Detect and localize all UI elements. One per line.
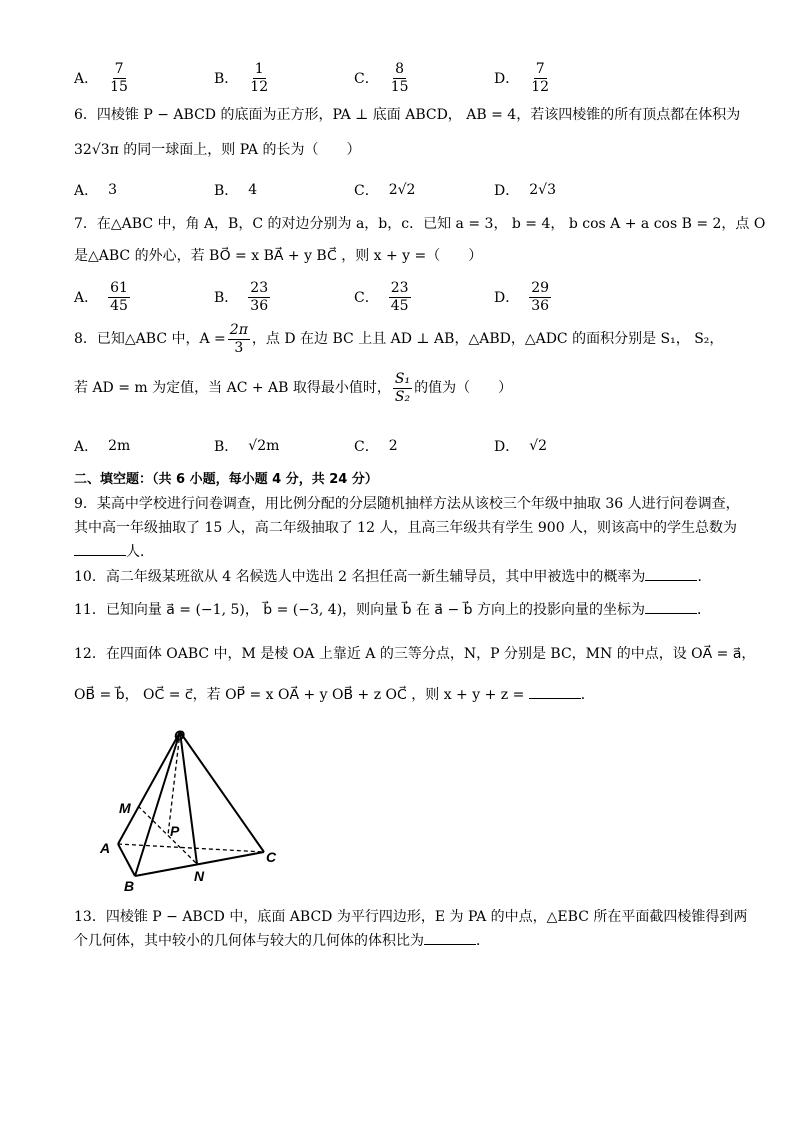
q6-option-c: C． 2√2: [354, 182, 416, 199]
q7-options: [74, 277, 724, 317]
label-p: P: [170, 823, 180, 839]
fraction: $\frac{8}{15}$: [390, 60, 409, 95]
q8-options: [74, 426, 724, 466]
edge-ob: [135, 732, 180, 876]
fraction: $\frac{29}{36}$: [531, 279, 550, 314]
answer-blank: [74, 541, 126, 556]
q13-line1: 13．四棱锥 P − ABCD 中，底面 ABCD 为平行四边形，E 为 PA 的中点，△EBC 所在平面截四棱锥得到两: [74, 909, 748, 925]
q8-option-d: D． √2: [494, 438, 548, 455]
answer-blank: [645, 566, 697, 581]
q7-option-a: A． $\frac{61}{45}$: [74, 279, 128, 314]
label-a: A: [100, 840, 111, 856]
q9-line3: 人．: [74, 541, 154, 562]
q9-line2: 其中高一年级抽取了 15 人，高二年级抽取了 12 人，且高三年级共有学生 900 人，则该高中的学生总数为: [74, 520, 738, 536]
q12-line1: 12．在四面体 OABC 中，M 是棱 OA 上靠近 A 的三等分点，N，P 分别是 BC，MN 的中点，设 OA⃗ = a⃗，: [74, 646, 756, 662]
fraction: $\frac{23}{45}$: [390, 279, 409, 314]
label-o: O: [174, 727, 185, 743]
edge-ac-hidden: [118, 844, 264, 852]
edge-ab: [118, 844, 135, 876]
answer-blank: [529, 684, 581, 699]
label-n: N: [194, 868, 205, 884]
q7-line1: 7．在△ABC 中，角 A，B，C 的对边分别为 a，b，c．已知 a = 3， b = 4， b cos A + a cos B = 2，点 O: [74, 216, 766, 232]
fraction: $\frac{2\pi}{3}$: [229, 321, 248, 356]
q5-options: [74, 58, 724, 98]
q8-line2: 若 AD = m 为定值，当 AC + AB 取得最小值时， $\frac{\text{S₁}}{\text{S₂}}$ 的值为（ ）: [74, 370, 513, 405]
fraction: $\frac{\text{S₁}}{\text{S₂}}$: [394, 370, 411, 405]
tetrahedron-figure: [90, 718, 300, 898]
q5-option-a: A． $\frac{7}{15}$: [74, 60, 128, 95]
q6-option-b: B． 4: [214, 182, 258, 199]
q11-line: 11．已知向量 a⃗ = (−1, 5)， b⃗ = (−3, 4)，则向量 b⃗ 在 a⃗ − b⃗ 方向上的投影向量的坐标为 ．: [74, 599, 711, 620]
q6-option-a: A． 3: [74, 182, 118, 199]
label-b: B: [124, 878, 135, 894]
fraction: $\frac{23}{36}$: [250, 279, 269, 314]
q8-line1: 8．已知△ABC 中，A = $\frac{2\pi}{3}$ ，点 D 在边 BC 上且 AD ⊥ AB，△ABD，△ADC 的面积分别是 S₁， S₂，: [74, 321, 724, 356]
answer-blank: [645, 599, 697, 614]
q5-option-d: D． $\frac{7}{12}$: [494, 60, 550, 95]
q7-line2: 是△ABC 的外心，若 BO⃗ = x BA⃗ + y BC⃗ ，则 x + y =（ ）: [74, 248, 483, 264]
q6-line1: 6．四棱锥 P − ABCD 的底面为正方形，PA ⊥ 底面 ABCD， AB = 4，若该四棱锥的所有顶点都在体积为: [74, 107, 741, 123]
q7-option-b: B． $\frac{23}{36}$: [214, 279, 269, 314]
section-heading: 二、填空题：（共 6 小题，每小题 4 分，共 24 分）: [74, 472, 378, 487]
q6-options: [74, 170, 724, 210]
q8-option-b: B． √2m: [214, 438, 280, 455]
q10-line: 10．高二年级某班欲从 4 名候选人中选出 2 名担任高一新生辅导员，其中甲被选中的概率为 ．: [74, 566, 711, 587]
q8-option-a: A． 2m: [74, 438, 131, 455]
label-c: C: [266, 849, 277, 865]
q8-option-c: C． 2: [354, 438, 398, 455]
answer-blank: [424, 930, 476, 945]
segment-op: [168, 732, 180, 835]
q7-option-d: D． $\frac{29}{36}$: [494, 279, 550, 314]
q6-option-d: D． 2√3: [494, 182, 556, 199]
fraction: $\frac{7}{12}$: [531, 60, 550, 95]
fraction: $\frac{61}{45}$: [110, 279, 128, 314]
q13-line2: 个几何体，其中较小的几何体与较大的几何体的体积比为 ．: [74, 930, 490, 951]
q6-line2: 32√3π 的同一球面上，则 PA 的长为（ ）: [74, 142, 361, 158]
q9-line1: 9．某高中学校进行问卷调查，用比例分配的分层随机抽样方法从该校三个年级中抽取 36 人进行问卷调查，: [74, 496, 740, 512]
label-m: M: [119, 800, 131, 816]
q5-option-b: B． $\frac{1}{12}$: [214, 60, 269, 95]
fraction: $\frac{7}{15}$: [110, 60, 128, 95]
q12-line2: OB⃗ = b⃗， OC⃗ = c⃗，若 OP⃗ = x OA⃗ + y OB⃗ + z OC⃗ ，则 x + y + z = ．: [74, 684, 595, 705]
q5-option-c: C． $\frac{8}{15}$: [354, 60, 409, 95]
fraction: $\frac{1}{12}$: [250, 60, 269, 95]
q7-option-c: C． $\frac{23}{45}$: [354, 279, 409, 314]
